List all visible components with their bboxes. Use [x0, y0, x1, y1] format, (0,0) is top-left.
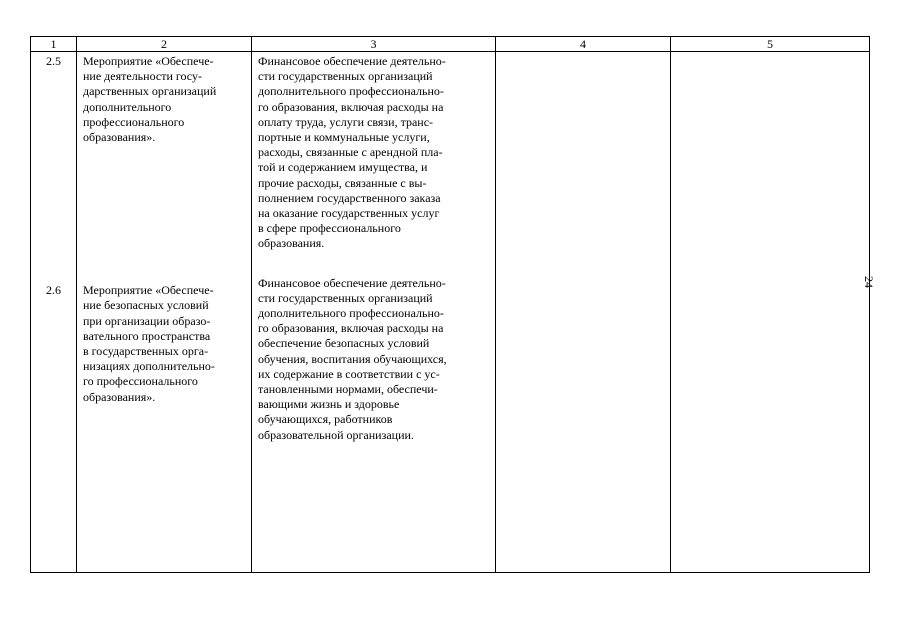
text-line: при организации образо- — [83, 313, 211, 328]
text-line: той и содержанием имущества, и — [258, 160, 428, 175]
text-line: сти государственных организаций — [258, 69, 433, 84]
text-line: вающими жизнь и здоровье — [258, 397, 400, 412]
text-line: обучающихся, работников — [258, 412, 393, 427]
text-line: го профессионального — [83, 374, 198, 389]
text-line: оплату труда, услуги связи, транс- — [258, 114, 434, 129]
text-line: сти государственных организаций — [258, 290, 433, 305]
text-line: вательного пространства — [83, 328, 211, 343]
column-5-cell — [671, 52, 870, 573]
column-header-2: 2 — [77, 37, 252, 52]
text-line: обучения, воспитания обучающихся, — [258, 351, 447, 366]
measure-description-cell — [252, 52, 496, 573]
measure-description-2-6 — [258, 276, 489, 443]
text-line: образования. — [258, 236, 325, 251]
text-line: тановленными нормами, обеспечи- — [258, 382, 438, 397]
measures-table — [30, 36, 870, 573]
measure-name-spacer — [83, 145, 245, 283]
column-4-cell — [496, 52, 671, 573]
column-header-3: 3 — [252, 37, 496, 52]
table-row — [31, 52, 870, 573]
text-line: обеспечение безопасных условий — [258, 336, 430, 351]
text-line: на оказание государственных услуг — [258, 206, 440, 221]
text-line: дарственных организаций — [83, 84, 217, 99]
column-header-1: 1 — [31, 37, 77, 52]
page-number: 24 — [862, 276, 876, 288]
measure-description-2-5 — [258, 54, 489, 252]
text-line: дополнительного профессионально- — [258, 84, 444, 99]
text-line: их содержание в соответствии с ус- — [258, 366, 440, 381]
text-line: дополнительного профессионально- — [258, 306, 444, 321]
text-line: образования». — [83, 389, 156, 404]
text-line: ние деятельности госу- — [83, 69, 202, 84]
text-line: полнением государственного заказа — [258, 190, 441, 205]
row-number: 2.5 — [46, 54, 61, 68]
text-line: образования». — [83, 130, 156, 145]
column-header-5: 5 — [671, 37, 870, 52]
measure-name-2-5 — [83, 54, 245, 145]
header-row — [31, 37, 870, 52]
text-line: го образования, включая расходы на — [258, 99, 444, 114]
text-line: портные и коммунальные услуги, — [258, 130, 430, 145]
column-header-4: 4 — [496, 37, 671, 52]
row-number-spacer — [33, 69, 74, 283]
text-line: Мероприятие «Обеспече- — [83, 54, 214, 68]
text-line: ние безопасных условий — [83, 298, 209, 313]
row-number: 2.6 — [46, 283, 61, 298]
text-line: в сфере профессионального — [258, 221, 401, 236]
measure-name-2-6 — [83, 283, 245, 405]
text-line: низациях дополнительно- — [83, 359, 215, 374]
text-line: образовательной организации. — [258, 427, 414, 442]
text-line: расходы, связанные с арендной пла- — [258, 145, 443, 160]
measure-name-cell — [77, 52, 252, 573]
text-line: прочие расходы, связанные с вы- — [258, 175, 427, 190]
measure-description-spacer — [258, 252, 489, 276]
text-line: Финансовое обеспечение деятельно- — [258, 54, 446, 68]
text-line: Мероприятие «Обеспече- — [83, 283, 214, 298]
text-line: дополнительного — [83, 99, 172, 114]
text-line: профессионального — [83, 114, 185, 129]
text-line: го образования, включая расходы на — [258, 321, 444, 336]
row-numbers-cell — [31, 52, 77, 573]
text-line: в государственных орга- — [83, 344, 209, 359]
text-line: Финансовое обеспечение деятельно- — [258, 275, 446, 290]
